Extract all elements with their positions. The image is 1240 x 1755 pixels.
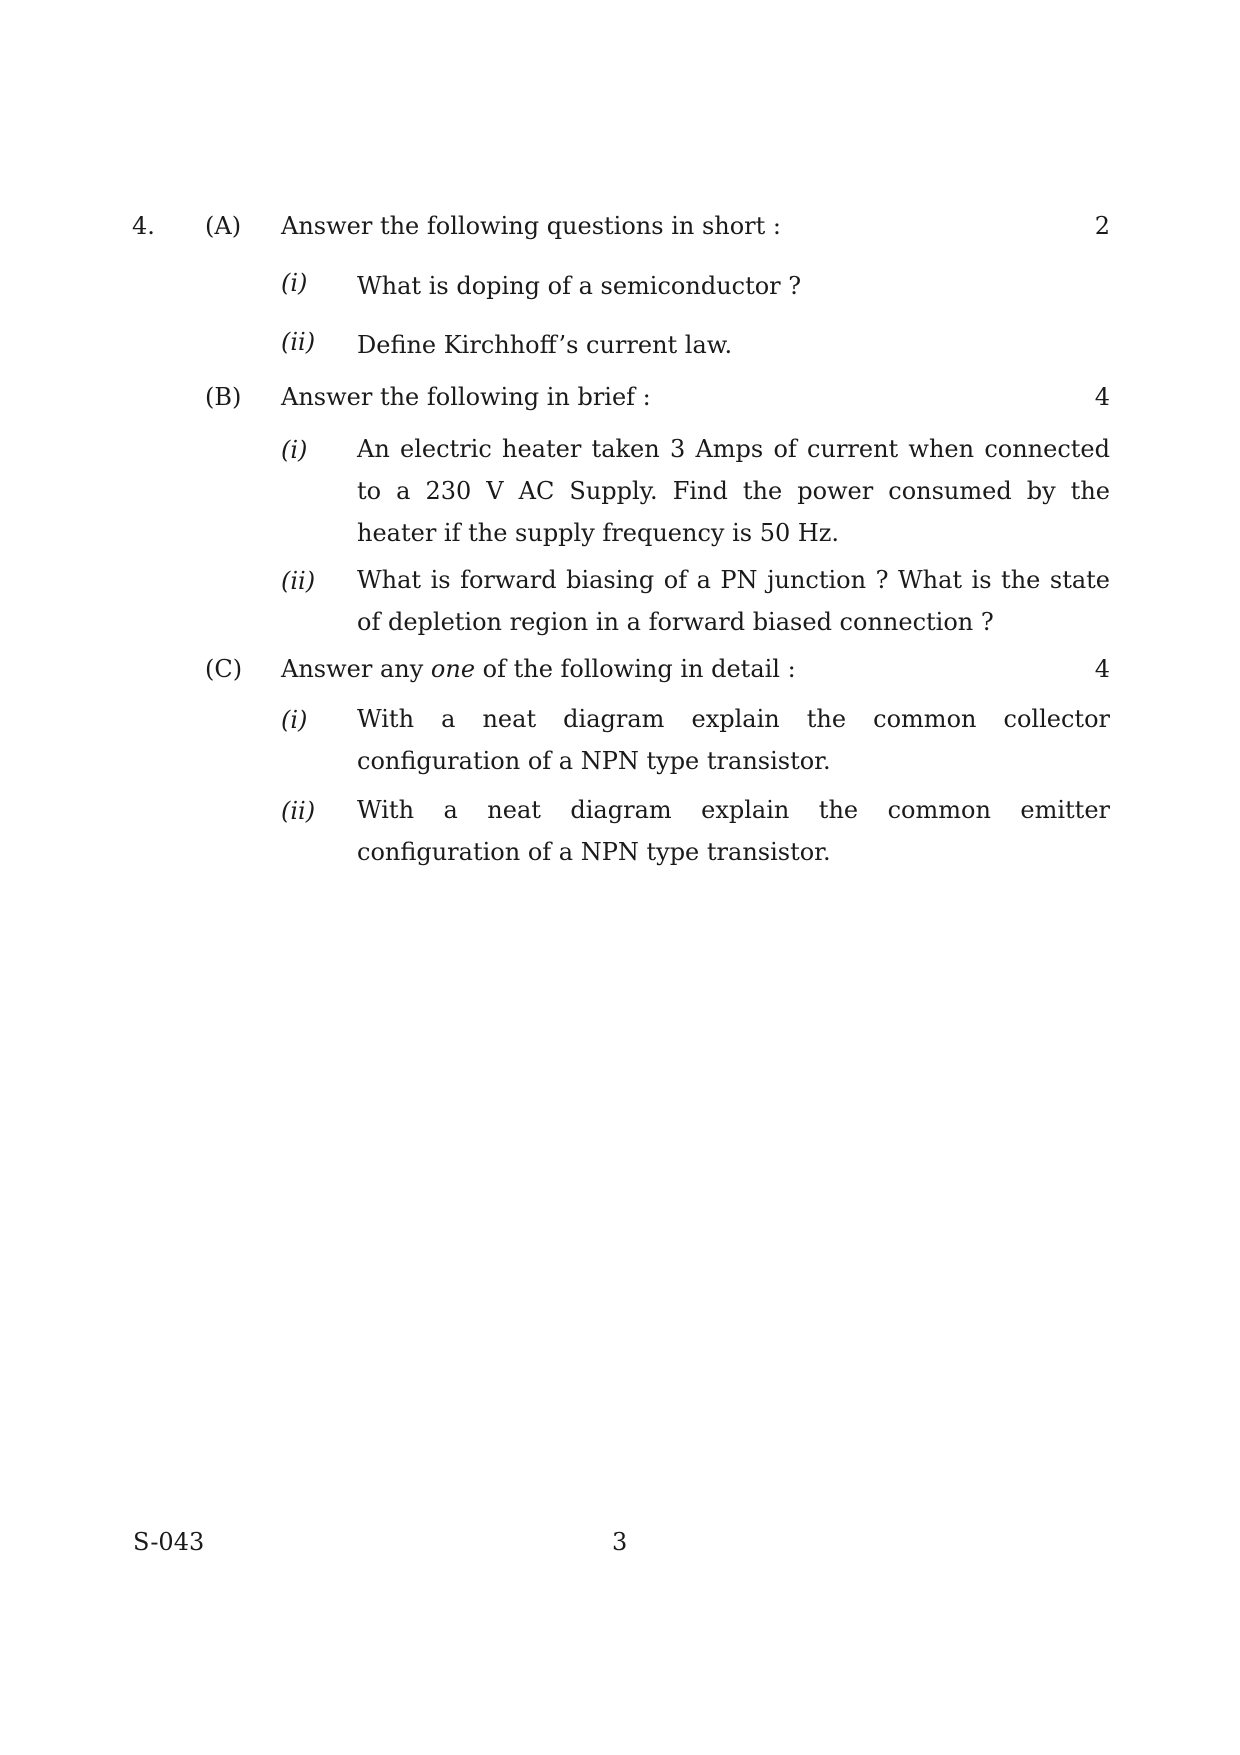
sub-number: (ii) (281, 328, 316, 356)
part-b-label: (B) (205, 383, 242, 411)
sub-number: (i) (281, 706, 308, 734)
page-number: 3 (612, 1528, 628, 1556)
part-b-instruction: Answer the following in brief : (281, 383, 651, 411)
part-a-label: (A) (205, 212, 242, 240)
part-b-marks: 4 (1094, 383, 1110, 411)
part-c-instruction-post: of the following in detail : (475, 655, 796, 683)
part-c-marks: 4 (1094, 655, 1110, 683)
sub-number: (ii) (281, 567, 316, 595)
part-b (205, 383, 1110, 636)
paper-code: S-043 (133, 1528, 205, 1556)
sub-text: With a neat diagram explain the common collector configuration of a NPN type transistor. (357, 705, 1110, 775)
part-b-header (205, 383, 1110, 417)
sub-number: (ii) (281, 797, 316, 825)
part-a-instruction: Answer the following questions in short : (281, 212, 782, 240)
sub-text: What is forward biasing of a PN junction ? What is the state of depletion region in a forward biased connection ? (357, 566, 1110, 636)
sub-text: An electric heater taken 3 Amps of current when connected to a 230 V AC Supply. Find the power consumed by the heater if the supply frequency is 50 Hz. (357, 435, 1110, 547)
part-a-marks: 2 (1094, 212, 1110, 240)
sub-text: With a neat diagram explain the common emitter configuration of a NPN type transistor. (357, 796, 1110, 866)
part-c-instruction-emphasis: one (430, 655, 476, 683)
sub-number: (i) (281, 436, 308, 464)
part-a (205, 212, 1110, 359)
part-c (205, 655, 1110, 866)
part-a-header (205, 212, 1110, 246)
question-number: 4. (132, 212, 155, 240)
part-c-instruction-pre: Answer any (281, 655, 431, 683)
part-c-label: (C) (205, 655, 243, 683)
part-c-instruction (281, 655, 796, 683)
sub-number: (i) (281, 269, 308, 297)
sub-text: What is doping of a semiconductor ? (357, 272, 802, 300)
part-c-header (205, 655, 1110, 689)
sub-text: Define Kirchhoff’s current law. (357, 331, 733, 359)
